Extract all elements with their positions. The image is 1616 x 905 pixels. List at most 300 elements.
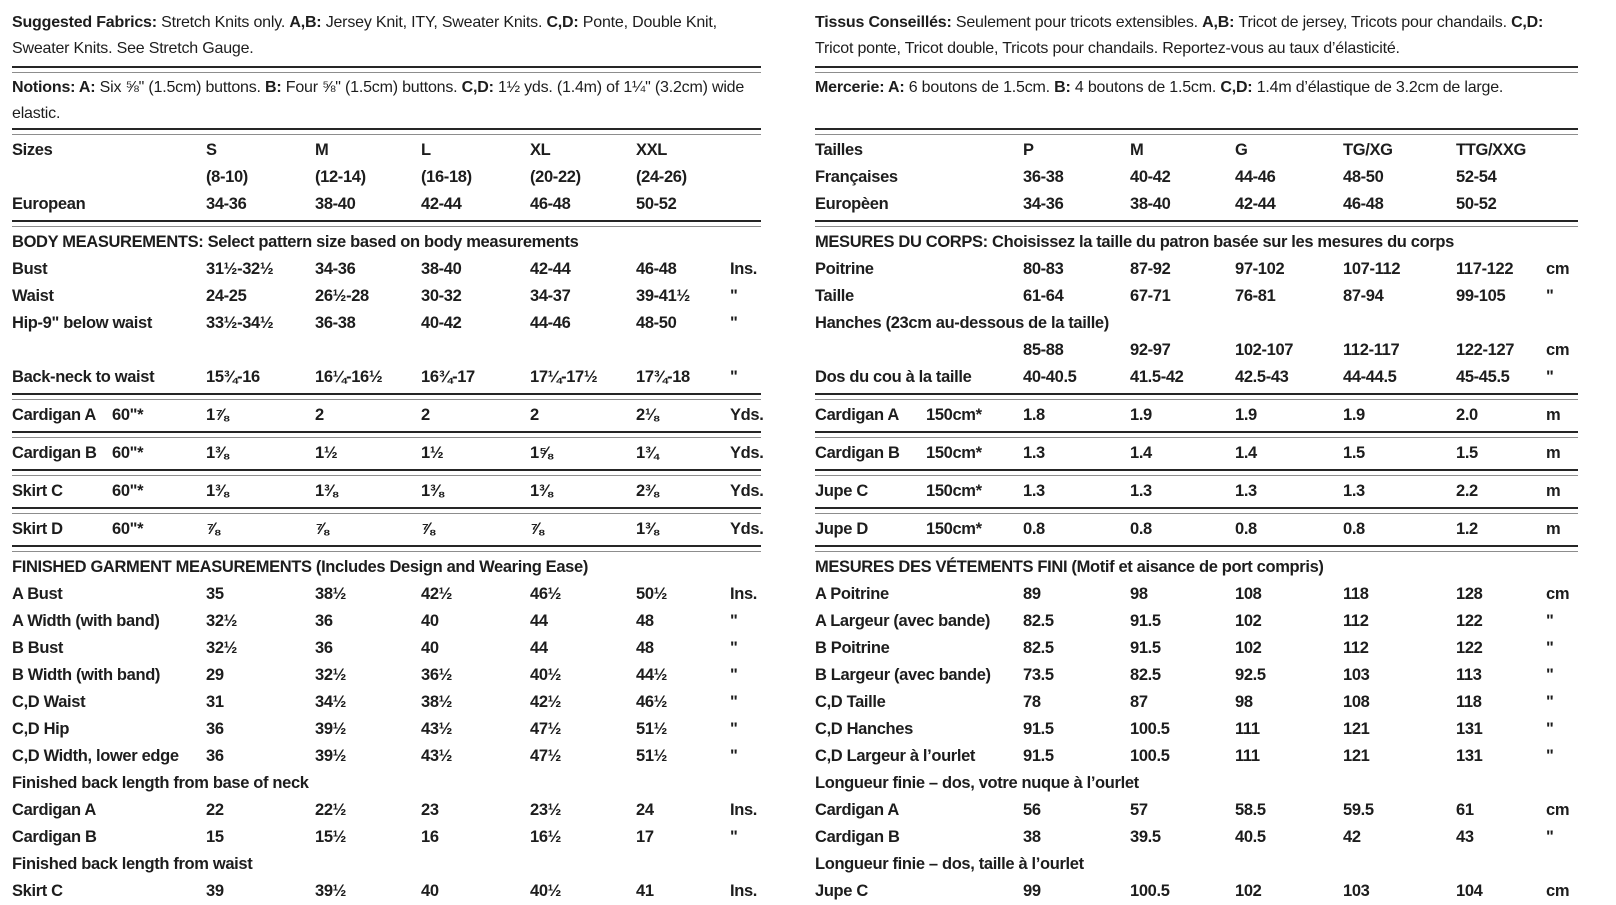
- size-value: 40½: [530, 666, 562, 684]
- unit-label: Yds.: [730, 406, 764, 424]
- size-value: 1.9: [1343, 406, 1365, 424]
- size-value: 1¾: [636, 444, 659, 462]
- size-value: 26½-28: [315, 287, 369, 305]
- row-label: A Bust: [12, 585, 63, 603]
- size-value: 121: [1343, 747, 1370, 765]
- size-value: 41.5-42: [1130, 368, 1184, 386]
- size-value: 58.5: [1235, 801, 1266, 819]
- unit-label: Yds.: [730, 482, 764, 500]
- size-value: 87-94: [1343, 287, 1384, 305]
- size-value: 24: [636, 801, 654, 819]
- size-value: 46-48: [636, 260, 677, 278]
- size-value: 1.3: [1343, 482, 1365, 500]
- size-value: 1.4: [1130, 444, 1152, 462]
- row-label: Tailles: [815, 141, 863, 159]
- table-row: [12, 770, 761, 797]
- size-value: 42-44: [530, 260, 571, 278]
- size-value: 50½: [636, 585, 668, 603]
- size-value: 15½: [315, 828, 347, 846]
- size-value: 87-92: [1130, 260, 1171, 278]
- size-value: 43½: [421, 720, 453, 738]
- size-value: 50-52: [1456, 195, 1497, 213]
- unit-label: ": [1546, 747, 1554, 765]
- row-label: A Poitrine: [815, 585, 889, 603]
- fabric-width: 150cm*: [926, 520, 982, 538]
- size-value: 51½: [636, 720, 668, 738]
- size-value: 40½: [530, 882, 562, 900]
- size-value: 85-88: [1023, 341, 1064, 359]
- row-label: Bust: [12, 260, 48, 278]
- size-value: 48: [636, 612, 654, 630]
- table-row: [815, 191, 1578, 218]
- size-value: 102: [1235, 639, 1262, 657]
- unit-label: ": [1546, 287, 1554, 305]
- size-value: 1⅜: [206, 444, 229, 462]
- size-value: 78: [1023, 693, 1041, 711]
- size-value: 38½: [315, 585, 347, 603]
- size-value: 39.5: [1130, 828, 1161, 846]
- size-value: 111: [1235, 720, 1260, 738]
- size-value: 92-97: [1130, 341, 1171, 359]
- text-segment: Suggested Fabrics:: [12, 14, 162, 31]
- size-value: 40-42: [1130, 168, 1171, 186]
- size-value: 103: [1343, 666, 1370, 684]
- size-value: 40.5: [1235, 828, 1266, 846]
- row-label: Cardigan B: [12, 444, 97, 462]
- unit-label: cm: [1546, 801, 1570, 819]
- size-value: 2⅜: [636, 482, 659, 500]
- table-row: [12, 478, 764, 505]
- row-label: C,D Hanches: [815, 720, 913, 738]
- section-divider: [815, 220, 1578, 227]
- size-value: 82.5: [1130, 666, 1161, 684]
- unit-label: ": [730, 720, 738, 738]
- table-row: [12, 824, 761, 851]
- table-row: [815, 364, 1578, 391]
- size-value: 1⅜: [421, 482, 444, 500]
- size-value: L: [421, 141, 431, 159]
- size-value: 15: [206, 828, 224, 846]
- size-value: 131: [1456, 720, 1483, 738]
- unit-label: Ins.: [730, 585, 758, 603]
- size-value: 32½: [315, 666, 347, 684]
- size-value: 40-42: [421, 314, 462, 332]
- size-value: 128: [1456, 585, 1483, 603]
- row-label: Finished back length from base of neck: [12, 774, 309, 792]
- section-divider: [12, 393, 761, 400]
- unit-label: m: [1546, 444, 1561, 462]
- row-label: Sizes: [12, 141, 53, 159]
- table-row: [12, 137, 761, 164]
- text-segment: C,D:: [1220, 79, 1257, 96]
- size-value: 29: [206, 666, 224, 684]
- size-value: 38-40: [315, 195, 356, 213]
- size-value: XXL: [636, 141, 668, 159]
- text-segment: Mercerie: A:: [815, 79, 909, 96]
- size-value: 16: [421, 828, 439, 846]
- table-row: [12, 662, 761, 689]
- size-value: 1½: [421, 444, 444, 462]
- unit-label: Yds.: [730, 444, 764, 462]
- size-value: TTG/XXG: [1456, 141, 1526, 159]
- size-value: 17: [636, 828, 654, 846]
- size-value: 44-46: [530, 314, 571, 332]
- row-label: Longueur finie – dos, taille à l’ourlet: [815, 855, 1084, 873]
- size-value: 39½: [315, 882, 347, 900]
- text-segment: B:: [1054, 79, 1075, 96]
- table-row: [12, 797, 761, 824]
- size-value: 111: [1235, 747, 1260, 765]
- section-divider: [12, 431, 761, 438]
- size-value: 16¾-17: [421, 368, 475, 386]
- size-value: 1.3: [1235, 482, 1257, 500]
- size-value: 45-45.5: [1456, 368, 1510, 386]
- table-row: [12, 229, 761, 256]
- size-value: 0.8: [1023, 520, 1045, 538]
- row-label: B Poitrine: [815, 639, 890, 657]
- table-row: [12, 256, 761, 283]
- size-value: 0.8: [1235, 520, 1257, 538]
- text-segment: C,D:: [546, 14, 583, 31]
- french-column: [815, 8, 1578, 905]
- size-value: 42½: [421, 585, 453, 603]
- section-divider: [815, 431, 1578, 438]
- size-value: G: [1235, 141, 1248, 159]
- row-label: B Width (with band): [12, 666, 161, 684]
- size-value: 67-71: [1130, 287, 1171, 305]
- row-label: Hip-9" below waist: [12, 314, 152, 332]
- size-value: 34-36: [1023, 195, 1064, 213]
- table-row: [815, 851, 1578, 878]
- size-value: 99-105: [1456, 287, 1506, 305]
- section-divider: [815, 128, 1578, 135]
- size-value: M: [1130, 141, 1144, 159]
- size-value: 1⅜: [206, 482, 229, 500]
- size-value: 2: [421, 406, 430, 424]
- size-value: ⅞: [206, 520, 220, 538]
- unit-label: ": [730, 666, 738, 684]
- size-value: 56: [1023, 801, 1041, 819]
- row-label: C,D Waist: [12, 693, 86, 711]
- row-label: B Largeur (avec bande): [815, 666, 991, 684]
- table-row: [12, 191, 761, 218]
- size-value: 39½: [315, 747, 347, 765]
- size-value: 34-37: [530, 287, 571, 305]
- unit-label: m: [1546, 482, 1561, 500]
- size-value: 50-52: [636, 195, 677, 213]
- row-label: Taille: [815, 287, 854, 305]
- row-label: Skirt C: [12, 482, 63, 500]
- size-value: 23: [421, 801, 439, 819]
- row-label: Cardigan A: [815, 406, 899, 424]
- text-segment: B:: [265, 79, 286, 96]
- row-label: C,D Largeur à l’ourlet: [815, 747, 976, 765]
- unit-label: ": [1546, 693, 1554, 711]
- unit-label: Ins.: [730, 801, 758, 819]
- fabric-width: 60"*: [112, 406, 144, 424]
- size-value: 42½: [530, 693, 562, 711]
- row-label: Hanches (23cm au-dessous de la taille): [815, 314, 1109, 332]
- size-value: 32½: [206, 639, 238, 657]
- size-value: 33½-34½: [206, 314, 274, 332]
- size-value: 97-102: [1235, 260, 1285, 278]
- table-row: [12, 364, 761, 391]
- english-measurement-table: [12, 128, 764, 905]
- size-value: 1.5: [1456, 444, 1478, 462]
- table-row: [12, 608, 761, 635]
- size-value: 102: [1235, 612, 1262, 630]
- unit-label: ": [730, 747, 738, 765]
- size-value: 131: [1456, 747, 1483, 765]
- fabric-width: 60"*: [112, 482, 144, 500]
- size-value: 118: [1343, 585, 1369, 603]
- size-value: 48-50: [1343, 168, 1384, 186]
- text-segment: 1.4m d’élastique de 3.2cm de large.: [1256, 79, 1504, 96]
- text-segment: Jersey Knit, ITY, Sweater Knits.: [325, 14, 547, 31]
- size-value: 104: [1456, 882, 1483, 900]
- size-value: 36-38: [1023, 168, 1064, 186]
- row-label: Back-neck to waist: [12, 368, 155, 386]
- size-value: 2: [315, 406, 324, 424]
- unit-label: ": [1546, 666, 1554, 684]
- size-value: M: [315, 141, 329, 159]
- size-value: 91.5: [1130, 612, 1161, 630]
- size-value: 46½: [636, 693, 668, 711]
- unit-label: cm: [1546, 882, 1570, 900]
- size-value: 2.2: [1456, 482, 1478, 500]
- row-label: Cardigan B: [12, 828, 97, 846]
- text-segment: C,D:: [1511, 14, 1544, 31]
- size-value: 38-40: [1130, 195, 1171, 213]
- size-value: 38-40: [421, 260, 462, 278]
- size-value: 80-83: [1023, 260, 1064, 278]
- size-value: 22: [206, 801, 224, 819]
- unit-label: ": [730, 368, 738, 386]
- size-value: 36: [206, 747, 224, 765]
- size-value: 108: [1343, 693, 1370, 711]
- size-value: 1.3: [1023, 444, 1045, 462]
- table-row: [12, 440, 764, 467]
- table-row: [815, 743, 1578, 770]
- unit-label: ": [1546, 720, 1554, 738]
- text-segment: Tricot de jersey, Tricots pour chandails.: [1238, 14, 1512, 31]
- table-row: [12, 554, 761, 581]
- size-value: 1.9: [1130, 406, 1152, 424]
- size-value: 30-32: [421, 287, 462, 305]
- row-label: Longueur finie – dos, votre nuque à l’ourlet: [815, 774, 1139, 792]
- size-value: 91.5: [1023, 747, 1054, 765]
- size-value: 2⅛: [636, 406, 659, 424]
- size-value: 44: [530, 639, 548, 657]
- size-value: (20-22): [530, 168, 581, 186]
- size-value: 48-50: [636, 314, 677, 332]
- table-row: [815, 581, 1578, 608]
- section-divider: [12, 469, 761, 476]
- size-value: 100.5: [1130, 720, 1170, 738]
- unit-label: ": [730, 314, 738, 332]
- unit-label: Ins.: [730, 260, 758, 278]
- table-row: [12, 689, 761, 716]
- table-row: [815, 716, 1578, 743]
- size-value: 39½: [315, 720, 347, 738]
- fabric-width: 60"*: [112, 520, 144, 538]
- size-value: 1.9: [1235, 406, 1257, 424]
- french-measurement-table: [815, 128, 1578, 905]
- size-value: 44½: [636, 666, 668, 684]
- size-value: 100.5: [1130, 882, 1170, 900]
- size-value: (16-18): [421, 168, 472, 186]
- table-row: [12, 516, 764, 543]
- size-value: 1.2: [1456, 520, 1478, 538]
- size-value: 36: [206, 720, 224, 738]
- text-segment: Ponte, Double Knit, Sweater Knits. See Stretch Gauge.: [12, 14, 717, 57]
- french-intro: [815, 8, 1578, 126]
- size-value: P: [1023, 141, 1034, 159]
- notions-text: [12, 75, 761, 126]
- size-value: 61-64: [1023, 287, 1064, 305]
- size-value: 1.8: [1023, 406, 1045, 424]
- size-value: ⅞: [530, 520, 544, 538]
- table-row: [815, 310, 1578, 337]
- table-row: [12, 164, 761, 191]
- size-value: 41: [636, 882, 654, 900]
- table-row: [815, 164, 1578, 191]
- size-value: ⅞: [315, 520, 329, 538]
- size-value: 1⅜: [636, 520, 659, 538]
- size-value: S: [206, 141, 217, 159]
- text-segment: Tricot ponte, Tricot double, Tricots pour chandails. Reportez-vous au taux d’élasticité.: [815, 40, 1400, 57]
- row-label: Finished back length from waist: [12, 855, 253, 873]
- row-label: B Bust: [12, 639, 64, 657]
- size-value: 47½: [530, 747, 562, 765]
- row-label: Françaises: [815, 168, 898, 186]
- size-value: 107-112: [1343, 260, 1401, 278]
- text-segment: Tissus Conseillés:: [815, 14, 956, 31]
- size-value: 38½: [421, 693, 453, 711]
- table-row: [12, 581, 761, 608]
- mercerie-text: [815, 75, 1578, 101]
- size-value: 42-44: [1235, 195, 1276, 213]
- size-value: 38: [1023, 828, 1041, 846]
- size-value: 82.5: [1023, 612, 1054, 630]
- size-value: 46½: [530, 585, 562, 603]
- size-value: 34-36: [206, 195, 247, 213]
- table-row: [815, 337, 1578, 364]
- size-value: 44-44.5: [1343, 368, 1397, 386]
- table-row: [12, 878, 761, 905]
- size-value: 0.8: [1343, 520, 1365, 538]
- row-label: Europèen: [815, 195, 889, 213]
- row-label: Poitrine: [815, 260, 874, 278]
- row-label: Cardigan A: [815, 801, 899, 819]
- divider: [815, 66, 1578, 73]
- size-value: 42: [1343, 828, 1361, 846]
- size-value: 48: [636, 639, 654, 657]
- size-value: 122: [1456, 639, 1483, 657]
- table-row: [815, 878, 1578, 905]
- row-label: Waist: [12, 287, 54, 305]
- unit-label: Yds.: [730, 520, 764, 538]
- suggested-fabrics-text: [12, 10, 761, 62]
- size-value: 40: [421, 639, 439, 657]
- size-value: 23½: [530, 801, 562, 819]
- row-label: A Width (with band): [12, 612, 160, 630]
- section-divider: [12, 220, 761, 227]
- size-value: 40: [421, 612, 439, 630]
- table-row: [815, 770, 1578, 797]
- size-value: 39-41½: [636, 287, 690, 305]
- table-row: [12, 743, 761, 770]
- size-value: 47½: [530, 720, 562, 738]
- size-value: 113: [1456, 666, 1482, 684]
- row-label: Jupe C: [815, 482, 868, 500]
- size-value: 1⅞: [206, 406, 229, 424]
- size-value: 73.5: [1023, 666, 1054, 684]
- size-value: 91.5: [1023, 720, 1054, 738]
- size-value: 44: [530, 612, 548, 630]
- unit-label: ": [730, 612, 738, 630]
- table-row: [815, 440, 1578, 467]
- size-value: 22½: [315, 801, 347, 819]
- unit-label: ": [730, 287, 738, 305]
- size-value: 122-127: [1456, 341, 1515, 359]
- english-column: [12, 8, 764, 905]
- fabric-width: 150cm*: [926, 444, 982, 462]
- text-segment: A,B:: [289, 14, 326, 31]
- size-value: 35: [206, 585, 224, 603]
- text-segment: 4 boutons de 1.5cm.: [1074, 79, 1221, 96]
- size-value: 99: [1023, 882, 1041, 900]
- size-value: 36: [315, 639, 333, 657]
- text-segment: C,D:: [461, 79, 498, 96]
- size-value: 31½-32½: [206, 260, 274, 278]
- size-value: 39: [206, 882, 224, 900]
- size-value: 59.5: [1343, 801, 1374, 819]
- size-value: 2.0: [1456, 406, 1478, 424]
- table-row: [815, 256, 1578, 283]
- size-value: 0.8: [1130, 520, 1152, 538]
- size-value: 1.4: [1235, 444, 1257, 462]
- text-segment: Six ⅝" (1.5cm) buttons.: [99, 79, 266, 96]
- tissus-conseilles-text: [815, 10, 1578, 62]
- section-divider: [815, 545, 1578, 552]
- section-divider: [12, 128, 761, 135]
- section-divider: [12, 545, 761, 552]
- table-row: [815, 824, 1578, 851]
- size-value: 43: [1456, 828, 1474, 846]
- size-value: (12-14): [315, 168, 366, 186]
- text-segment: Stretch Knits only.: [161, 14, 290, 31]
- fabric-width: 150cm*: [926, 406, 982, 424]
- size-value: 16¼-16½: [315, 368, 383, 386]
- size-value: 1⅝: [530, 444, 553, 462]
- size-value: 108: [1235, 585, 1262, 603]
- size-value: 57: [1130, 801, 1148, 819]
- size-value: 100.5: [1130, 747, 1170, 765]
- size-value: 43½: [421, 747, 453, 765]
- size-value: 1⅜: [315, 482, 338, 500]
- table-row: [12, 337, 761, 364]
- table-row: [815, 137, 1578, 164]
- size-value: 16½: [530, 828, 562, 846]
- row-label: FINISHED GARMENT MEASUREMENTS (Includes Design and Wearing Ease): [12, 558, 588, 576]
- size-value: 102-107: [1235, 341, 1294, 359]
- text-segment: 1½ yds. (1.4m) of 1¼" (3.2cm) wide elastic.: [12, 79, 745, 122]
- row-label: Jupe C: [815, 882, 868, 900]
- size-value: 112-117: [1343, 341, 1400, 359]
- row-label: C,D Width, lower edge: [12, 747, 179, 765]
- table-row: [815, 283, 1578, 310]
